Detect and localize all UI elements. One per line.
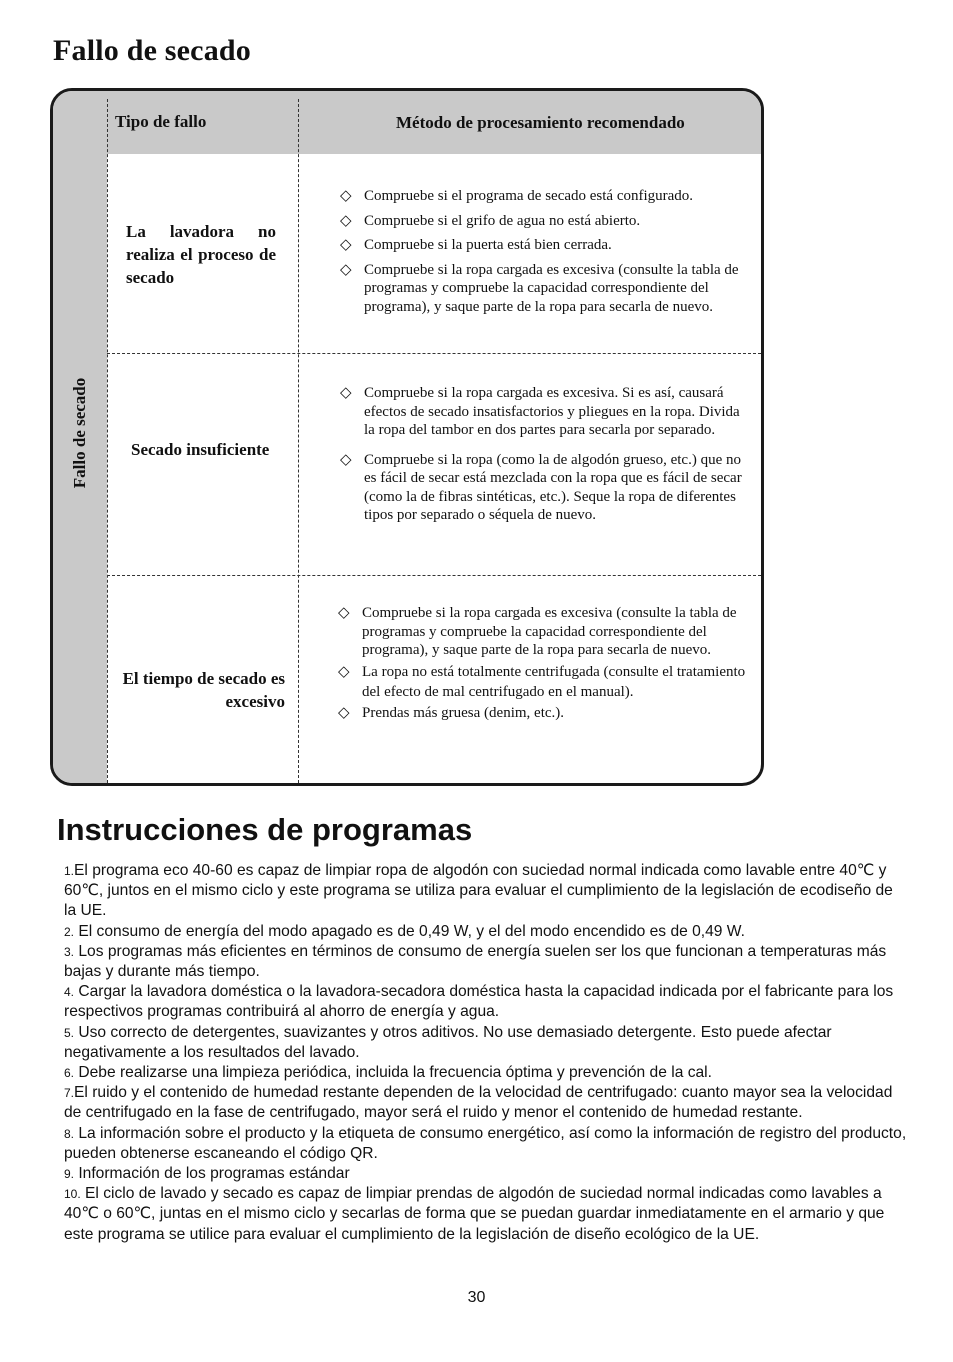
diamond-bullet-icon: ◇ xyxy=(340,212,352,229)
list-item: 5. Uso correcto de detergentes, suavizantes y otros aditivos. No use demasiado detergente. Esto puede afectar negativamente a los resultados del lavado. xyxy=(64,1023,832,1061)
diamond-bullet-icon: ◇ xyxy=(340,261,352,278)
row-divider xyxy=(107,353,761,354)
list-item: 7.El ruido y el contenido de humedad restante dependen de la velocidad de centrifugado: cuanto mayor sea la velocidad de centrifugado en la fase de centrifugado, mayor será el ruido y menor el contenido de humedad restante. xyxy=(64,1084,893,1122)
list-item: 4. Cargar la lavadora doméstica o la lavadora-secadora doméstica hasta la capacidad indicada por el fabricante para los respectivos programas contribuirá al ahorro de energía y agua. xyxy=(64,983,894,1021)
fault-insufficient-drying: Secado insuficiente xyxy=(131,440,270,459)
diamond-bullet-icon: ◇ xyxy=(338,704,350,721)
diamond-bullet-icon: ◇ xyxy=(340,451,352,468)
instructions-title: Instrucciones de programas xyxy=(57,812,473,847)
diamond-bullet-icon: ◇ xyxy=(338,605,350,621)
fault-excessive-drying-time: El tiempo de secado es excesivo xyxy=(122,669,285,711)
method-list-no-drying xyxy=(340,187,750,322)
list-item: 2. El consumo de energía del modo apagado es de 0,49 W, y el del modo encendido es de 0,49 W. xyxy=(64,922,745,940)
list-item: 9. Información de los programas estándar xyxy=(64,1165,350,1183)
method-list-insufficient-drying xyxy=(340,384,750,531)
list-item: ◇ Prendas más gruesa (denim, etc.). xyxy=(338,704,565,721)
list-item: ◇ Compruebe si la ropa cargada es excesiva (consulte la tabla de programas y compruebe la capacidad correspondiente del programa), y saque parte de la ropa para secarla de nuevo. xyxy=(338,605,737,658)
side-label: Fallo de secado xyxy=(70,377,89,489)
list-item: ◇ La ropa no está totalmente centrifugada (consulte el tratamiento del efecto de mal centrifugado en el manual). xyxy=(338,663,746,700)
diamond-bullet-icon: ◇ xyxy=(340,188,352,204)
list-item: ◇ Compruebe si la ropa (como la de algodón grueso, etc.) que no es fácil de secar está mezclada con la ropa que es fácil de secar (como la de fibras sintéticas, etc.). Seque la ropa de diferentes tipos por separado o séquela de nuevo. xyxy=(340,451,742,523)
list-item: ◇ Compruebe si la puerta está bien cerrada. xyxy=(340,237,612,253)
list-item: 10. El ciclo de lavado y secado es capaz de limpiar prendas de algodón de suciedad normal indicadas como lavables a 40℃ o 60℃, juntas en el mismo ciclo y secarlas de forma que se puedan guardar inmediatamente en el armario y que este programa se utilice para evaluar el cumplimiento de la legislación de diseño ecológico de la UE. xyxy=(64,1185,885,1243)
header-recommended-method: Método de procesamiento recomendado xyxy=(396,113,685,132)
drying-fault-table xyxy=(50,88,764,786)
list-item: 6. Debe realizarse una limpieza periódica, incluida la frecuencia óptima y prevención de la cal. xyxy=(64,1064,712,1082)
list-item: 8. La información sobre el producto y la etiqueta de consumo energético, así como la información de registro del producto, pueden obtenerse escaneando el código QR. xyxy=(64,1124,907,1162)
method-list-excessive-drying-time xyxy=(338,604,748,728)
list-item: 3. Los programas más eficientes en términos de consumo de energía suelen ser los que funcionan a temperaturas más bajas y durante más tiempo. xyxy=(64,942,887,981)
row-divider xyxy=(107,575,761,576)
list-item: ◇ Compruebe si el programa de secado está configurado. xyxy=(340,188,694,204)
header-fault-type: Tipo de fallo xyxy=(115,112,207,131)
list-item: ◇ Compruebe si la ropa cargada es excesiva (consulte la tabla de programas y compruebe la capacidad correspondiente del programa), y saque parte de la ropa para secarla de nuevo. xyxy=(340,261,739,315)
section-title: Fallo de secado xyxy=(53,34,251,67)
diamond-bullet-icon: ◇ xyxy=(338,663,350,680)
instructions-list xyxy=(64,861,909,1245)
fault-no-drying: La lavadora no realiza el proceso de secado xyxy=(126,222,276,287)
column-divider xyxy=(107,99,108,783)
page-number: 30 xyxy=(467,1289,486,1306)
list-item: ◇ Compruebe si el grifo de agua no está abierto. xyxy=(340,212,641,229)
diamond-bullet-icon: ◇ xyxy=(340,237,352,253)
list-item: ◇ Compruebe si la ropa cargada es excesiva. Si es así, causará efectos de secado insatisfactorios y pliegues en la ropa. Divida la ropa del tambor en dos partes para secarla por separado. xyxy=(340,385,740,438)
diamond-bullet-icon: ◇ xyxy=(340,385,352,401)
list-item: 1.El programa eco 40-60 es capaz de limpiar ropa de algodón con suciedad normal indicada como lavable entre 40℃ y 60℃, juntos en el mismo ciclo y este programa se utiliza para evaluar el cumplimiento de la legislación de ecodiseño de la UE. xyxy=(64,862,893,920)
